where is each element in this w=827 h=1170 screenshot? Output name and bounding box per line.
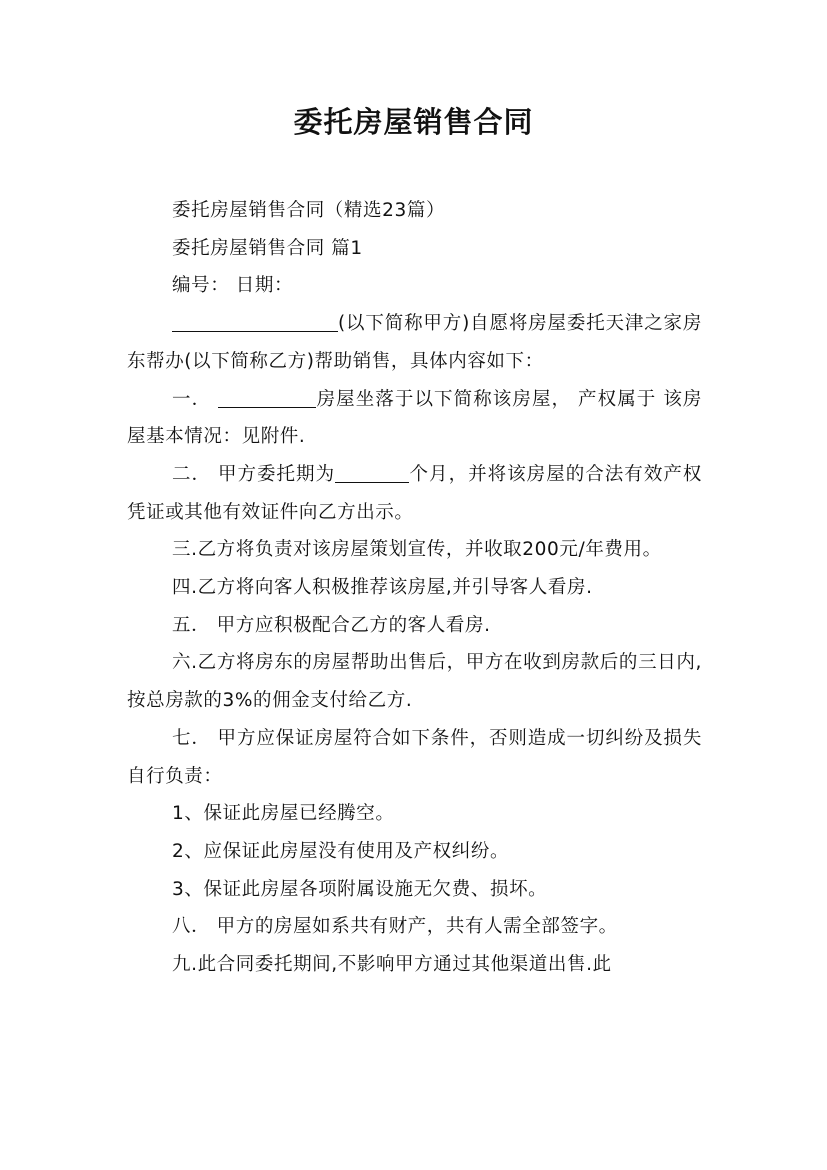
paragraph-clause-7: 七． 甲方应保证房屋符合如下条件，否则造成一切纠纷及损失自行负责： — [127, 727, 702, 787]
paragraph-clause-4: 四.乙方将向客人积极推荐该房屋,并引导客人看房. — [172, 577, 593, 599]
blank-line-address — [218, 389, 316, 408]
paragraph-intro-text: (以下简称甲方)自愿将房屋委托天津之家房东帮办(以下简称乙方)帮助销售，具体内容如下： — [127, 313, 702, 372]
blank-line-party-a — [172, 313, 338, 332]
paragraph-condition-3: 3、保证此房屋各项附属设施无欠费、损坏。 — [172, 878, 548, 900]
paragraph-clause-2 — [127, 456, 702, 531]
paragraph-condition-1: 1、保证此房屋已经腾空。 — [172, 803, 395, 825]
blank-line-months — [335, 464, 409, 483]
paragraph-section-heading: 委托房屋销售合同 篇1 — [172, 237, 363, 259]
paragraph-condition-2: 2、应保证此房屋没有使用及产权纠纷。 — [172, 840, 510, 862]
clause-2-lead: 二． 甲方委托期为 — [172, 463, 336, 485]
paragraph-clause-1 — [127, 381, 702, 456]
clause-2-text: 个月，并将该房屋的合法有效产权凭证或其他有效证件向乙方出示。 — [127, 463, 702, 523]
paragraph-subtitle: 委托房屋销售合同（精选23篇） — [172, 200, 446, 221]
paragraph-clause-8: 八． 甲方的房屋如系共有财产，共有人需全部签字。 — [172, 916, 618, 938]
paragraph-clause-6: 六.乙方将房东的房屋帮助出售后，甲方在收到房款后的三日内,按总房款的3%的佣金支付给乙方. — [127, 652, 702, 712]
clause-1-number: 一． — [172, 388, 212, 410]
paragraph-clause-3: 三.乙方将负责对该房屋策划宣传，并收取200元/年费用。 — [172, 539, 662, 561]
paragraph-intro — [127, 305, 702, 380]
paragraph-number-date: 编号： 日期： — [172, 275, 294, 297]
paragraph-clause-5: 五． 甲方应积极配合乙方的客人看房. — [172, 614, 491, 636]
document-body — [127, 192, 702, 984]
document-title: 委托房屋销售合同 — [293, 105, 534, 139]
paragraph-clause-9: 九.此合同委托期间,不影响甲方通过其他渠道出售.此 — [172, 954, 612, 976]
clause-1-text: 房屋坐落于以下简称该房屋， 产权属于 该房屋基本情况：见附件. — [127, 388, 702, 448]
